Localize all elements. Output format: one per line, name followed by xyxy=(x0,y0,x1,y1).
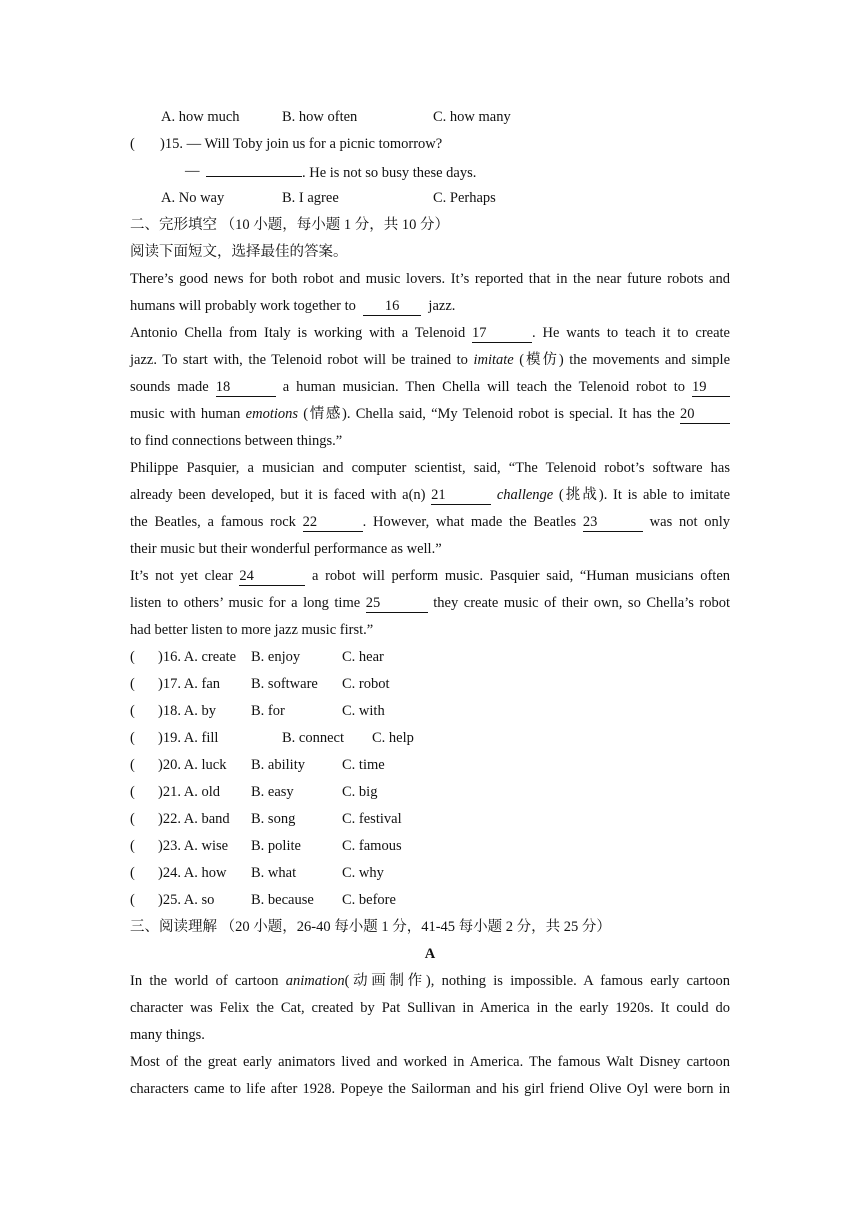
question-18: ( )18. A. by B. for C. with xyxy=(130,703,385,719)
passage-line: listen to others’ music for a long time 25 they create music of their own, so Chella’s robot xyxy=(130,595,731,611)
section3-title: 三、阅读理解 （20 小题，26-40 每小题 1 分，41-45 每小题 2 分，共 25 分） xyxy=(130,919,611,935)
section2-title: 二、完形填空 （10 小题，每小题 1 分，共 10 分） xyxy=(130,217,449,233)
passage-line: jazz. To start with, the Telenoid robot will be trained to imitate (模仿) the movements and simple xyxy=(130,352,731,368)
question-22: ( )22. A. band B. song C. festival xyxy=(130,811,402,827)
passage-line: There’s good news for both robot and music lovers. It’s reported that in the near future robots and xyxy=(130,271,730,287)
blank-17[interactable]: 17 xyxy=(472,324,532,343)
passage-line: characters came to life after 1928. Popeye the Sailorman and his girl friend Olive Oyl were born in xyxy=(130,1081,730,1097)
passage-line: It’s not yet clear 24 a robot will perform music. Pasquier said, “Human musicians often xyxy=(130,568,731,584)
passage-line: Philippe Pasquier, a musician and computer scientist, said, “The Telenoid robot’s software has xyxy=(130,460,730,476)
answer-paren: ( xyxy=(130,136,135,152)
passage-line: to find connections between things.” xyxy=(130,433,343,449)
passage-line: already been developed, but it is faced with a(n) 21 challenge (挑战). It is able to imitate xyxy=(130,487,731,503)
exam-page xyxy=(130,104,730,1103)
passage-line: character was Felix the Cat, created by Pat Sullivan in America in the early 1920s. It could do xyxy=(130,1000,730,1016)
blank-21[interactable]: 21 xyxy=(431,486,491,505)
passage-line: In the world of cartoon animation(动画制作), nothing is impossible. A famous early cartoon xyxy=(130,973,730,989)
question-text: )15. — Will Toby join us for a picnic tomorrow? xyxy=(160,136,443,152)
blank-20[interactable]: 20 xyxy=(680,405,730,424)
option-b: B. how often xyxy=(282,109,358,125)
q15-question xyxy=(130,131,730,158)
option-b: B. I agree xyxy=(282,190,339,206)
passage-line: Most of the great early animators lived and worked in America. The famous Walt Disney cartoon xyxy=(130,1054,730,1070)
passage-line: their music but their wonderful performance as well.” xyxy=(130,541,442,557)
passage-line: humans will probably work together to 16 jazz. xyxy=(130,298,456,314)
answer-blank[interactable] xyxy=(206,158,302,177)
question-21: ( )21. A. old B. easy C. big xyxy=(130,784,378,800)
question-20: ( )20. A. luck B. ability C. time xyxy=(130,757,385,773)
option-a: A. how much xyxy=(161,109,240,125)
option-a: A. No way xyxy=(161,190,225,206)
reply-line: . He is not so busy these days. xyxy=(206,158,476,187)
option-c: C. how many xyxy=(433,109,511,125)
passage-line: sounds made 18 a human musician. Then Chella will teach the Telenoid robot to 19 xyxy=(130,374,730,401)
q14-options xyxy=(130,104,730,131)
question-19: ( )19. A. fill B. connect C. help xyxy=(130,730,414,746)
question-25: ( )25. A. so B. because C. before xyxy=(130,892,396,908)
q15-reply xyxy=(130,158,730,185)
question-16: ( )16. A. create B. enjoy C. hear xyxy=(130,649,384,665)
blank-19[interactable]: 19 xyxy=(692,378,730,397)
blank-16[interactable]: 16 xyxy=(363,297,421,316)
blank-23[interactable]: 23 xyxy=(583,513,643,532)
blank-24[interactable]: 24 xyxy=(239,567,305,586)
passage-line: many things. xyxy=(130,1027,205,1043)
cloze-questions xyxy=(130,644,730,914)
passage-line: Antonio Chella from Italy is working with a Telenoid 17 . He wants to teach it to create xyxy=(130,325,730,341)
question-23: ( )23. A. wise B. polite C. famous xyxy=(130,838,402,854)
section2-instruction: 阅读下面短文，选择最佳的答案。 xyxy=(130,244,348,260)
blank-22[interactable]: 22 xyxy=(303,513,363,532)
reply-dash: — xyxy=(185,163,200,179)
passage-line: the Beatles, a famous rock 22 . However, what made the Beatles 23 was not only xyxy=(130,514,731,530)
option-c: C. Perhaps xyxy=(433,190,496,206)
passage-line: music with human emotions (情感). Chella said, “My Telenoid robot is special. It has the 20 xyxy=(130,401,730,428)
blank-25[interactable]: 25 xyxy=(366,594,428,613)
passage-heading: A xyxy=(424,946,436,962)
blank-18[interactable]: 18 xyxy=(216,378,276,397)
question-24: ( )24. A. how B. what C. why xyxy=(130,865,384,881)
question-17: ( )17. A. fan B. software C. robot xyxy=(130,676,390,692)
passage-line: had better listen to more jazz music first.” xyxy=(130,622,374,638)
q15-options xyxy=(130,185,730,212)
